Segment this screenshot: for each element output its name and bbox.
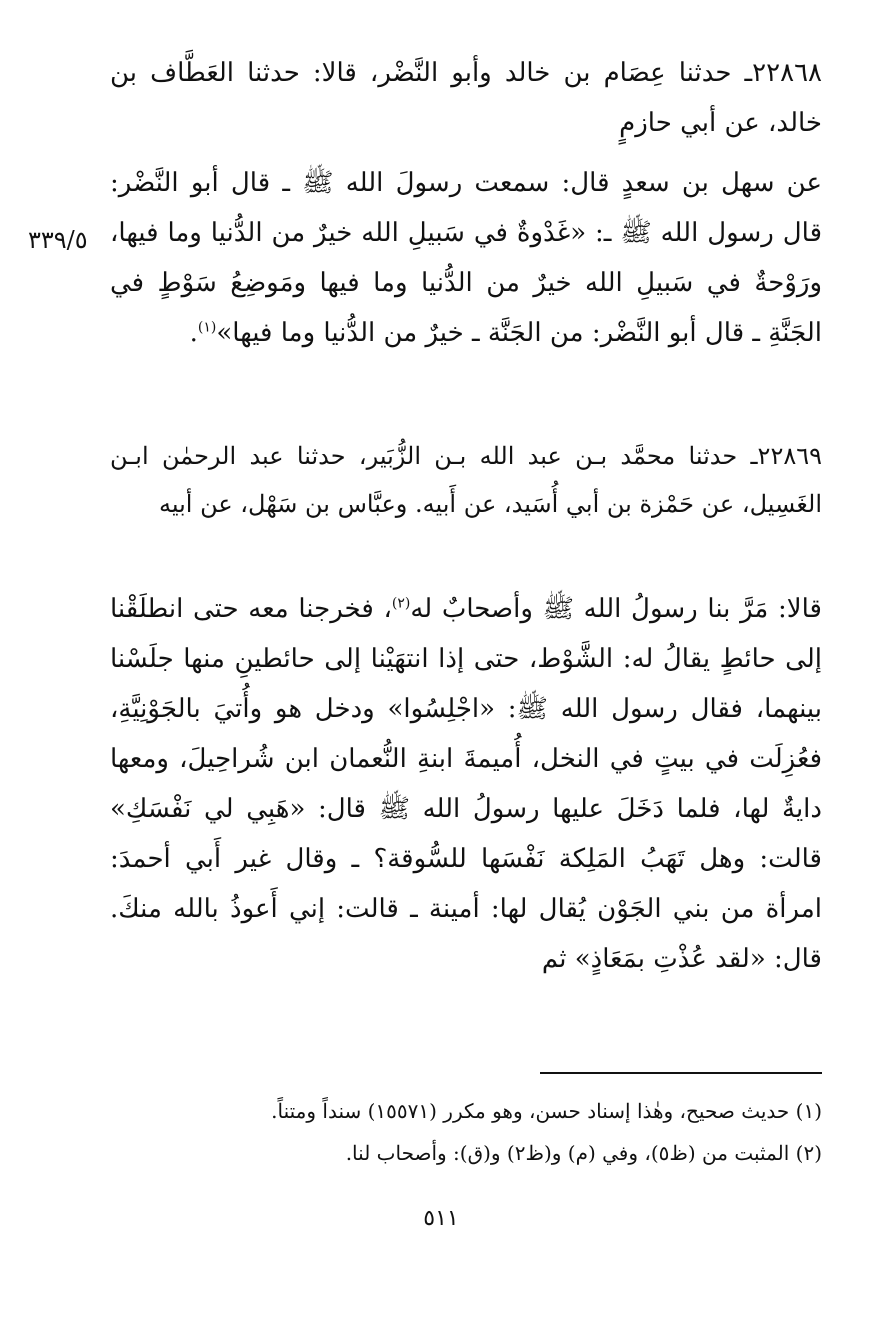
hadith-22868-matn [110, 158, 822, 358]
footnote-2: (٢) المثبت من (ظ٥)، وفي (م) و(ظ٢) و(ق): وأصحاب لنا. [345, 1141, 822, 1165]
hadith-22868-matn-text: عن سهل بن سعدٍ قال: سمعت رسولَ الله ﷺ ـ قال أبو النَّضْر: قال رسول الله ﷺ ـ: «غَدْوةٌ في سَبيلِ الله خيرٌ من الدُّنيا وما فيها، ورَوْحةٌ في سَبيلِ الله خيرٌ من الدُّنيا وما فيها ومَوضِعُ سَوْطٍ في الجَنَّةِ ـ قال أبو النَّضْر: من الجَنَّة ـ خيرٌ من الدُّنيا وما فيها» [110, 168, 822, 348]
page-number: ٥١١ [423, 1206, 459, 1231]
hadith-22869-matn-text-2: ، فخرجنا معه حتى انطلَقْنا إلى حائطٍ يقالُ له: الشَّوْط، حتى إذا انتهَيْنا إلى حائطينِ منها جلَسْنا بينهما، فقال رسول الله ﷺ: «اجْلِسُوا» ودخل هو وأُتيَ بالجَوْنِيَّةِ، فعُزِلَت في بيتٍ في النخل، أُميمةَ ابنةِ النُّعمان ابن شُراحِيلَ، ومعها دايةٌ لها، فلما دَخَلَ عليها رسولُ الله ﷺ قال: «هَبِي لي نَفْسَكِ» قالت: وهل تَهَبُ المَلِكة نَفْسَها للسُّوقة؟ ـ وقال غير أَبي أحمدَ: امرأة من بني الجَوْن يُقال لها: أمينة ـ قالت: إني أَعوذُ بالله منكَ. قال: «لقد عُذْتِ بمَعَاذٍ» ثم [110, 594, 822, 974]
hadith-22868-matn-end: . [189, 318, 198, 348]
hadith-22869-matn [110, 584, 822, 984]
hadith-22869-matn-text-1: قالا: مَرَّ بنا رسولُ الله ﷺ وأصحابٌ له [410, 594, 822, 624]
margin-volume-page-reference: ٣٣٩/٥ [28, 226, 88, 254]
footnote-ref-2[interactable]: (٢) [391, 595, 411, 612]
footnote-1: (١) حديث صحيح، وهٰذا إسناد حسن، وهو مكرر (١٥٥٧١) سنداً ومتناً. [271, 1099, 822, 1123]
hadith-22868-isnad [110, 48, 822, 148]
footnotes-section [110, 1090, 822, 1174]
hadith-22869-isnad [110, 432, 822, 528]
footnote-ref-1[interactable]: (١) [197, 319, 217, 336]
footnote-divider [540, 1072, 822, 1074]
hadith-22869-isnad-text: ٢٢٨٦٩ـ حدثنا محمَّد بـن عبد الله بـن الزُّبَير، حدثنا عبد الرحمٰن ابـن الغَسِيل، عن حَمْزة بن أبي أُسَيد، عن أَبيه. وعبَّاس بن سَهْل، عن أبيه [110, 442, 822, 518]
hadith-22868-isnad-text: ٢٢٨٦٨ـ حدثنا عِصَام بن خالد وأبو النَّضْر، قالا: حدثنا العَطَّاف بن خالد، عن أبي حازمٍ [110, 58, 822, 138]
